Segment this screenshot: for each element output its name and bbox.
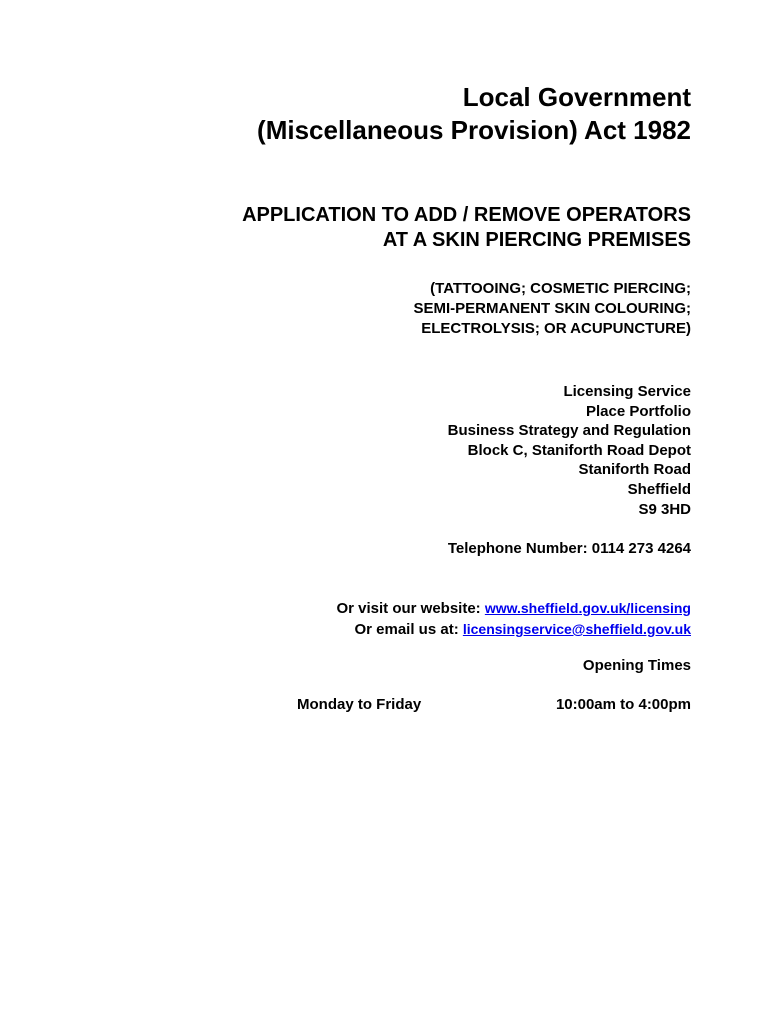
activities-list xyxy=(414,279,692,339)
activities-line-2: SEMI-PERMANENT SKIN COLOURING; xyxy=(413,300,691,317)
opening-times-heading-text: Opening Times xyxy=(582,657,691,674)
activities-line-1: (TATTOOING; COSMETIC PIERCING; xyxy=(430,280,691,297)
telephone-text: Telephone Number: 0114 273 4264 xyxy=(447,540,691,557)
opening-hours: 10:00am to 4:00pm xyxy=(555,696,691,713)
address-line: Business Strategy and Regulation xyxy=(447,422,691,440)
application-title xyxy=(242,203,691,253)
contact-block xyxy=(336,598,691,640)
application-title-line-2: AT A SKIN PIERCING PREMISES xyxy=(382,229,691,251)
address-line: Block C, Staniforth Road Depot xyxy=(467,441,691,459)
address-line: Sheffield xyxy=(627,480,691,498)
website-link[interactable]: www.sheffield.gov.uk/licensing xyxy=(484,600,691,616)
address-line: Licensing Service xyxy=(563,383,691,400)
act-title-line-2: (Miscellaneous Provision) Act 1982 xyxy=(257,115,691,145)
address-line: Place Portfolio xyxy=(585,402,691,420)
opening-days: Monday to Friday xyxy=(297,696,422,713)
address-postcode: S9 3HD xyxy=(638,500,691,518)
email-label: Or email us at: xyxy=(354,621,459,638)
address-line: Staniforth Road xyxy=(578,461,691,479)
act-title-line-1: Local Government xyxy=(462,82,691,112)
address-block xyxy=(448,382,691,519)
email-link[interactable]: licensingservice@sheffield.gov.uk xyxy=(462,621,691,637)
website-label: Or visit our website: xyxy=(336,600,481,617)
opening-times-heading xyxy=(583,656,691,675)
email-row xyxy=(336,619,691,640)
activities-line-3: ELECTROLYSIS; OR ACUPUNCTURE) xyxy=(421,320,691,337)
application-title-line-1: APPLICATION TO ADD / REMOVE OPERATORS xyxy=(242,204,691,226)
website-row xyxy=(336,598,691,619)
act-title xyxy=(257,81,691,147)
telephone-number xyxy=(448,539,691,558)
